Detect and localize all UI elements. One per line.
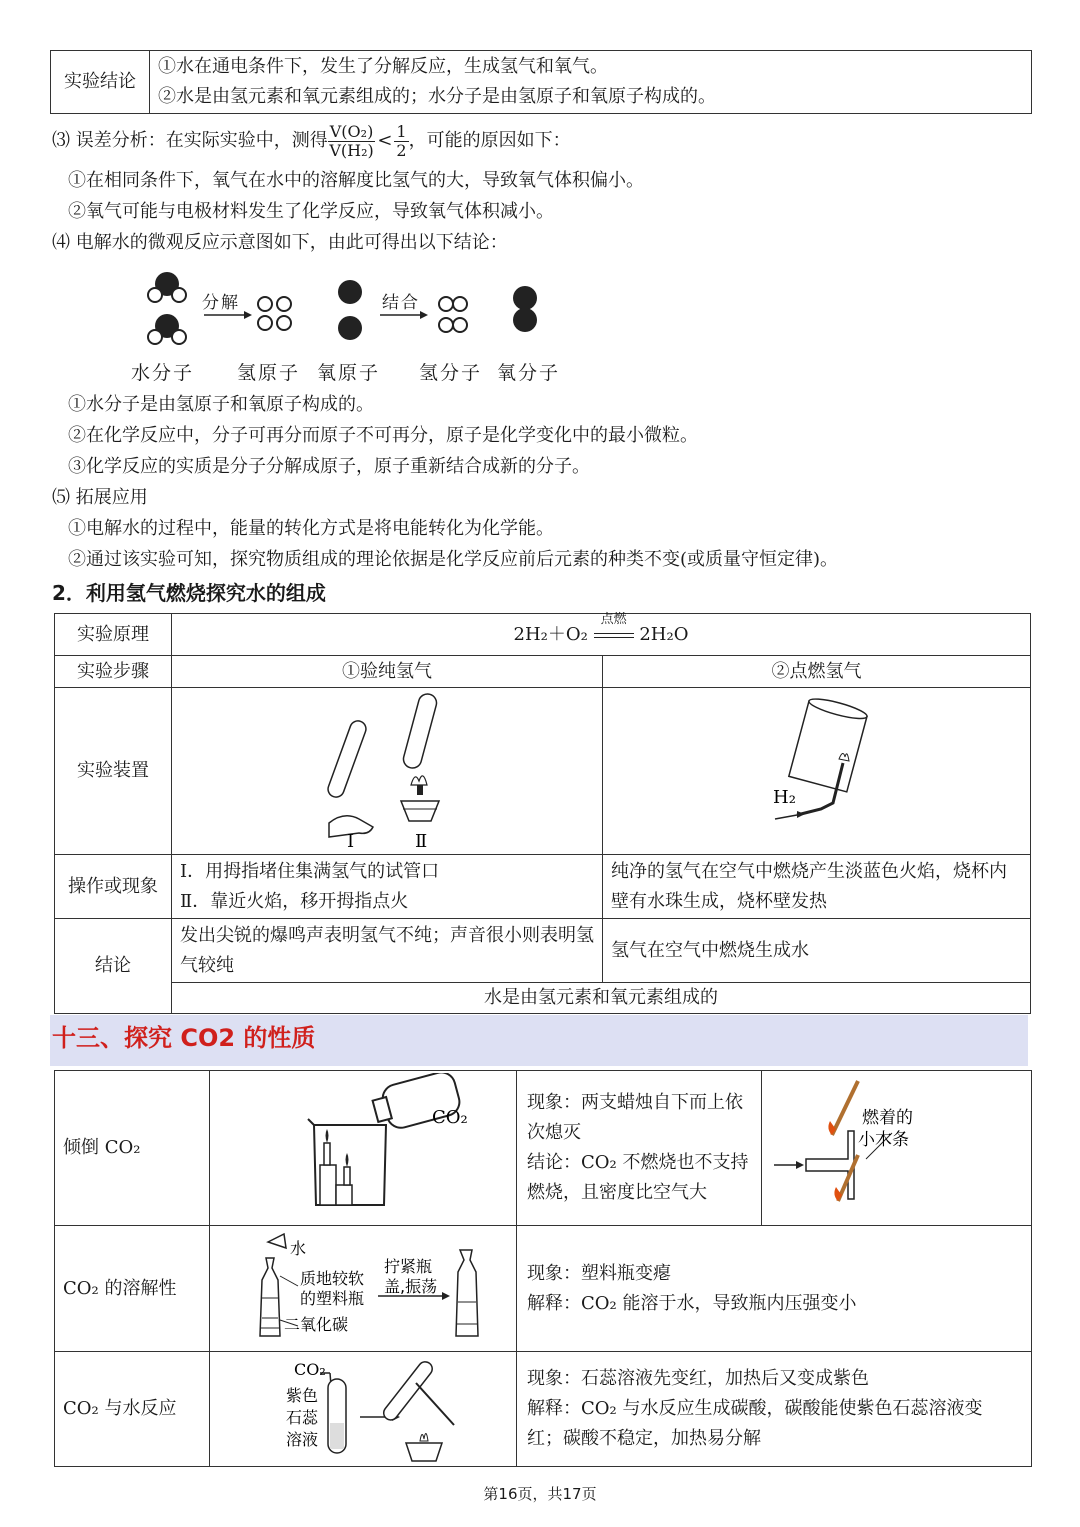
side-fig-text-1: 燃着的	[862, 1108, 913, 1128]
solubility-figure-cell	[210, 1226, 517, 1352]
apparatus-label: 实验装置	[55, 688, 172, 855]
fig-label-h2: H₂	[772, 787, 796, 808]
half-fraction	[394, 123, 408, 160]
arrow-label-decompose: 分解	[202, 293, 240, 313]
sol-fig-bottle-1: 质地较软	[300, 1268, 365, 1288]
equation-reactants: 2H₂＋O₂	[513, 623, 588, 645]
micro-conclusion-1: ①水分子是由氢原子和氧原子构成的。	[68, 394, 374, 415]
operation-label: 操作或现象	[55, 855, 172, 919]
ratio-denominator: V(H₂)	[329, 140, 374, 160]
ratio-numerator: V(O₂)	[329, 121, 374, 141]
fig-label-II: Ⅱ	[415, 831, 428, 851]
summary-line-2: ②水是由氢元素和氧元素组成的；水分子是由氢原子和氧原子构成的。	[158, 86, 716, 107]
pour-fig-co2-text: CO₂	[432, 1107, 468, 1128]
label-oxygen-molecule: 氧分子	[497, 362, 561, 384]
solubility-text	[517, 1226, 1032, 1352]
hydrogen-atoms-icon	[258, 297, 291, 330]
conclusion-label: 结论	[55, 919, 172, 1014]
sol-fig-shake-2: 盖,振荡	[384, 1276, 438, 1296]
expand-application-2: ②通过该实验可知，探究物质组成的理论依据是化学反应前后元素的种类不变(或质量守恒定律)。	[68, 549, 839, 570]
expand-application-1: ①电解水的过程中，能量的转化方式是将电能转化为化学能。	[68, 518, 554, 539]
micro-heading: ⑷ 电解水的微观反应示意图如下，由此可得出以下结论：	[52, 232, 508, 253]
expand-heading: ⑸ 拓展应用	[52, 487, 148, 508]
operation-step-2: 纯净的氢气在空气中燃烧产生淡蓝色火焰，烧杯内壁有水珠生成，烧杯壁发热	[603, 855, 1031, 919]
volume-ratio-fraction	[328, 123, 376, 160]
conclusion-2: 氢气在空气中燃烧生成水	[603, 919, 1031, 983]
half-numerator: 1	[396, 121, 407, 141]
hydrogen-combustion-table	[54, 613, 1031, 1014]
error-analysis-heading	[52, 118, 571, 164]
summary-table	[50, 50, 1032, 114]
burn-hydrogen-figure	[717, 691, 917, 851]
summary-line-1: ①水在通电条件下，发生了分解反应，生成氢气和氧气。	[158, 56, 608, 77]
test-hydrogen-purity-figure	[287, 691, 487, 851]
reaction-fig-l3: 溶液	[286, 1430, 319, 1449]
sol-fig-co2: 二氧化碳	[284, 1314, 349, 1334]
operation-1a: Ⅰ．用拇指堵住集满氢气的试管口	[180, 860, 440, 882]
co2-properties-table	[54, 1070, 1032, 1467]
reaction-fig-co2: CO₂	[294, 1360, 326, 1379]
micro-conclusion-3: ③化学反应的实质是分子分解成原子，原子重新结合成新的分子。	[68, 456, 590, 477]
pour-co2-text	[517, 1071, 762, 1226]
co2-water-reaction-figure	[210, 1353, 516, 1465]
page-footer: 第16页，共17页	[483, 1485, 597, 1503]
pour-co2-figure-cell	[210, 1071, 517, 1226]
reaction-figure-cell	[210, 1352, 517, 1467]
label-hydrogen-molecule: 氢分子	[419, 362, 483, 384]
reaction-text	[517, 1352, 1032, 1467]
section-2-title: 2．利用氢气燃烧探究水的组成	[52, 581, 326, 605]
water-molecule-icon	[148, 272, 186, 344]
oxygen-atoms-icon	[338, 280, 362, 340]
row-pour-co2-label: 倾倒 CO₂	[55, 1071, 210, 1226]
solubility-phenomenon: 现象：塑料瓶变瘪	[527, 1262, 671, 1284]
equation-product: 2H₂O	[639, 623, 689, 645]
label-hydrogen-atom: 氢原子	[237, 362, 301, 384]
section-13-title: 十三、探究 CO2 的性质	[52, 1024, 316, 1052]
reaction-explanation: 解释：CO₂ 与水反应生成碳酸，碳酸能使紫色石蕊溶液变	[527, 1398, 983, 1419]
arrow-label-combine: 结合	[382, 293, 420, 313]
step-1: ①验纯氢气	[172, 656, 603, 688]
micro-conclusion-2: ②在化学反应中，分子可再分而原子不可再分，原子是化学变化中的最小微粒。	[68, 425, 698, 446]
error-heading-pre: ⑶ 误差分析：在实际实验中，测得	[52, 130, 328, 151]
error-reason-2: ②氧气可能与电极材料发生了化学反应，导致氧气体积减小。	[68, 201, 554, 222]
apparatus-figure-1-cell	[172, 688, 603, 855]
fig-label-I: Ⅰ	[347, 831, 355, 851]
solubility-explanation: 解释：CO₂ 能溶于水，导致瓶内压强变小	[527, 1292, 857, 1314]
side-fig-text-2: 小木条	[858, 1130, 909, 1150]
less-than-sign: <	[377, 130, 393, 151]
error-heading-post: ，可能的原因如下：	[408, 130, 571, 151]
solubility-figure	[210, 1228, 516, 1350]
burning-stick-figure	[762, 1073, 1018, 1223]
reaction-phenomenon: 现象：石蕊溶液先变红，加热后又变成紫色	[527, 1368, 869, 1389]
label-oxygen-atom: 氧原子	[317, 362, 381, 384]
conclusion-3: 水是由氢元素和氧元素组成的	[172, 983, 1031, 1014]
sol-fig-shake-1: 拧紧瓶	[384, 1256, 433, 1276]
reaction-fig-l2: 石蕊	[286, 1408, 319, 1427]
label-water-molecule: 水分子	[131, 362, 195, 384]
hydrogen-molecules-icon	[439, 297, 467, 332]
operation-step-1	[172, 855, 603, 919]
row-solubility-label: CO₂ 的溶解性	[55, 1226, 210, 1352]
operation-1b: Ⅱ．靠近火焰，移开拇指点火	[180, 890, 409, 912]
reaction-fig-l1: 紫色	[286, 1386, 319, 1405]
row-reaction-label: CO₂ 与水反应	[55, 1352, 210, 1467]
half-denominator: 2	[396, 140, 407, 160]
pour-co2-side-figure-cell	[762, 1071, 1032, 1226]
error-reason-1: ①在相同条件下，氧气在水中的溶解度比氢气的大，导致氧气体积偏小。	[68, 170, 644, 191]
step-2: ②点燃氢气	[603, 656, 1031, 688]
steps-label: 实验步骤	[55, 656, 172, 688]
equation-condition	[594, 611, 634, 645]
equation-condition-text: 点燃	[600, 611, 627, 627]
sol-fig-water: 水	[290, 1238, 307, 1258]
pour-co2-figure	[210, 1073, 516, 1223]
oxygen-molecule-icon	[513, 286, 537, 332]
pour-co2-phenomenon: 现象：两支蜡烛自下而上依次熄灭 结论：CO₂ 不燃烧也不支持燃烧，且密度比空气大	[527, 1092, 749, 1203]
principle-label: 实验原理	[55, 614, 172, 656]
reaction-explanation-cont: 红；碳酸不稳定，加热易分解	[527, 1428, 761, 1449]
conclusion-1: 发出尖锐的爆鸣声表明氢气不纯；声音很小则表明氢气较纯	[172, 919, 603, 983]
apparatus-figure-2-cell	[603, 688, 1031, 855]
reaction-equation	[172, 611, 1031, 656]
summary-label: 实验结论	[51, 51, 150, 114]
sol-fig-bottle-2: 的塑料瓶	[300, 1288, 365, 1308]
